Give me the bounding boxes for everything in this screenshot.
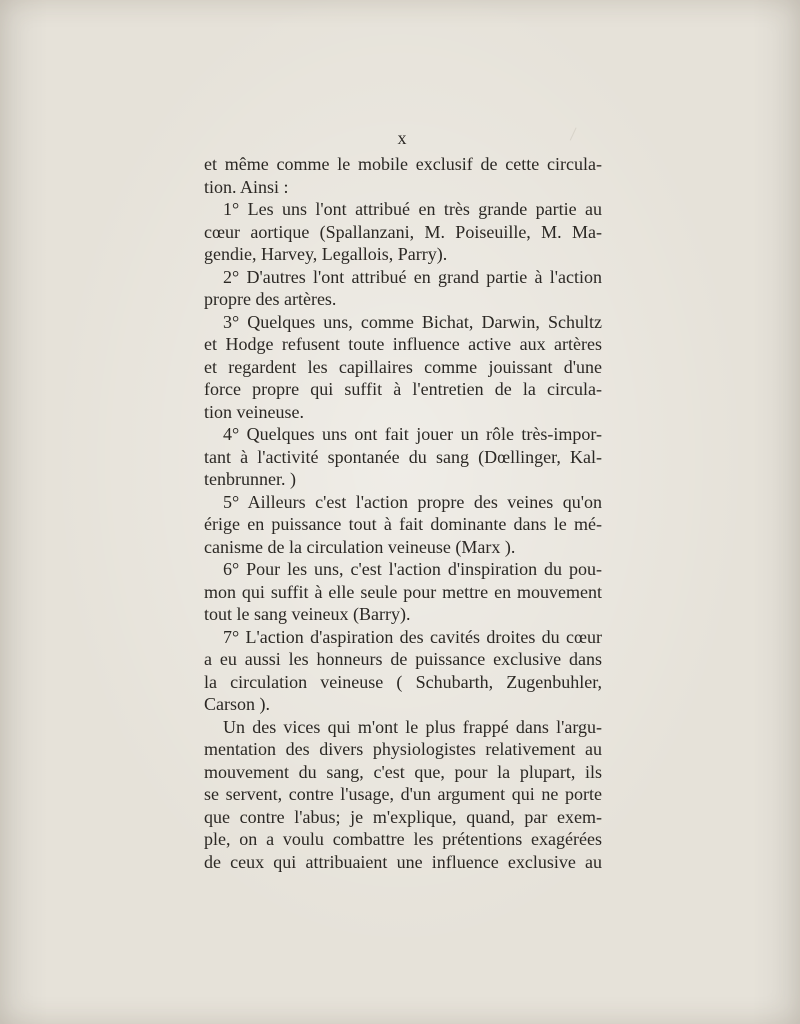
text-line: et Hodge refusent toute influence active aux artères [204,334,602,354]
text-line: Un des vices qui m'ont le plus frappé dans l'argu- [223,716,602,737]
text-line: 5° Ailleurs c'est l'action propre des veines qu'on [223,491,602,512]
text-line: se servent, contre l'usage, d'un argument qui ne porte [204,784,602,804]
paragraph-intro [204,153,602,198]
text-line: et regardent les capillaires comme jouissant d'une [204,356,602,377]
text-line: mentation des divers physiologistes relativement au [204,739,602,759]
text-line: mouvement du sang, c'est que, pour la plupart, ils [204,761,602,782]
text-line: 4° Quelques uns ont fait jouer un rôle très-impor- [223,424,602,444]
text-line: la circulation veineuse ( Schubarth, Zugenbuhler, [204,671,602,692]
page-number: x [397,128,407,148]
paragraph-item-3 [204,311,602,424]
text-line: force propre qui suffit à l'entretien de la circula- [204,379,602,399]
paragraph-item-2 [204,266,602,311]
text-line: 3° Quelques uns, comme Bichat, Darwin, Schultz [223,311,602,332]
text-line: 1° Les uns l'ont attribué en très grande partie au [223,199,602,219]
paragraph-item-4 [204,423,602,491]
text-line: Carson ). [204,694,270,714]
text-line: tion veineuse. [204,401,304,422]
text-line: propre des artères. [204,289,337,309]
text-line: a eu aussi les honneurs de puissance exclusive dans [204,649,602,669]
body-text [204,153,602,873]
text-line: ple, on a voulu combattre les prétentions exagérées [204,829,602,849]
text-line: mon qui suffit à elle seule pour mettre en mouvement [204,581,602,602]
text-line: tout le sang veineux (Barry). [204,604,411,624]
text-line: de ceux qui attribuaient une influence exclusive au [204,851,602,872]
paragraph-item-1 [204,198,602,266]
text-line: tant à l'activité spontanée du sang (Dœllinger, Kal- [204,446,602,467]
text-line: tion. Ainsi : [204,176,289,197]
paragraph-argument [204,716,602,874]
paper-crease-mark [570,127,590,146]
text-line: canisme de la circulation veineuse (Marx ). [204,536,516,557]
paragraph-item-5 [204,491,602,559]
text-line: tenbrunner. ) [204,469,296,489]
text-line: érige en puissance tout à fait dominante dans le mé- [204,514,602,534]
text-line: que contre l'abus; je m'explique, quand, par exem- [204,806,602,827]
text-line: gendie, Harvey, Legallois, Parry). [204,244,448,264]
text-line: 7° L'action d'aspiration des cavités droites du cœur [223,626,602,647]
text-line: 2° D'autres l'ont attribué en grand partie à l'action [223,266,602,287]
paragraph-item-7 [204,626,602,716]
paragraph-item-6 [204,558,602,626]
text-line: et même comme le mobile exclusif de cette circula- [204,154,602,174]
text-line: 6° Pour les uns, c'est l'action d'inspiration du pou- [223,559,602,579]
text-line: cœur aortique (Spallanzani, M. Poiseuille, M. Ma- [204,221,602,242]
